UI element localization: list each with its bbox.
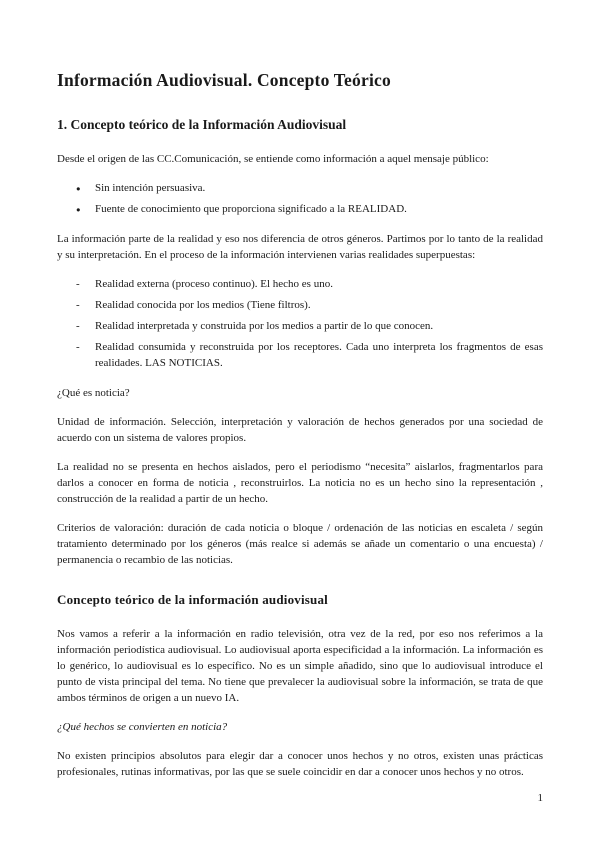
bullet-list (57, 180, 543, 217)
doc-title: Información Audiovisual. Concepto Teórico (57, 70, 391, 90)
dash-item: - Realidad consumida y reconstruida por los receptores. Cada uno interpreta los fragmentos de esas realidades. LAS NOTICIAS. (95, 339, 543, 371)
question-what-is-news: ¿Qué es noticia? (57, 387, 130, 399)
page-number: 1 (537, 792, 543, 804)
bullet-item: ● Sin intención persuasiva. (95, 180, 543, 196)
paragraph-reality-fragments: La realidad no se presenta en hechos aislados, pero el periodismo “necesita” aislarlos, fragmentarlos para darlos a conocer en forma de noticia , reconstruirlos. La noticia no es un hecho sino la representación , construcción de la realidad a partir de un hecho. (57, 461, 543, 505)
dash-item: - Realidad conocida por los medios (Tiene filtros). (95, 297, 543, 313)
paragraph-realities: La información parte de la realidad y eso nos diferencia de otros géneros. Partimos por lo tanto de la realidad y su interpretación. En el proceso de la información intervienen varias realidades superpuestas: (57, 233, 543, 261)
dash-item: - Realidad interpretada y construida por los medios a partir de lo que conocen. (95, 318, 543, 334)
paragraph-audiovisual-info: Nos vamos a referir a la información en radio televisión, otra vez de la red, por eso nos referimos a la información periodística audiovisual. Lo audiovisual aporta especificidad a la información. La información es lo genérico, lo audiovisual es lo específico. No es un simple añadido, sino que lo audiovisual introduce el punto de vista principal del tema. No tiene que prevalecer la audiovisual sobre la información, se trata de que ambos términos de origen a un nuevo IA. (57, 628, 543, 704)
section-heading-2: Concepto teórico de la información audiovisual (57, 592, 328, 607)
paragraph-news-definition: Unidad de información. Selección, interpretación y valoración de hechos generados por una sociedad de acuerdo con un sistema de valores propios. (57, 416, 543, 444)
dash-item: - Realidad externa (proceso continuo). El hecho es uno. (95, 276, 543, 292)
section-heading-1: 1. Concepto teórico de la Información Audiovisual (57, 117, 347, 132)
question-which-facts: ¿Qué hechos se convierten en noticia? (57, 721, 228, 733)
paragraph-intro: Desde el origen de las CC.Comunicación, se entiende como información a aquel mensaje público: (57, 153, 489, 165)
dash-list (57, 276, 543, 371)
paragraph-valuation-criteria: Criterios de valoración: duración de cada noticia o bloque / ordenación de las noticias en escaleta / según tratamiento determinado por los géneros (más realce si además se añade un comentario o una encuesta) / permanencia o recambio de las noticias. (57, 522, 543, 566)
paragraph-no-absolute-principles: No existen principios absolutos para elegir dar a conocer unos hechos y no otros, existen unas prácticas profesionales, rutinas informativas, por las que se suele coincidir en dar a conocer unos hechos y no otros. (57, 750, 543, 778)
bullet-item: ● Fuente de conocimiento que proporciona significado a la REALIDAD. (95, 201, 543, 217)
